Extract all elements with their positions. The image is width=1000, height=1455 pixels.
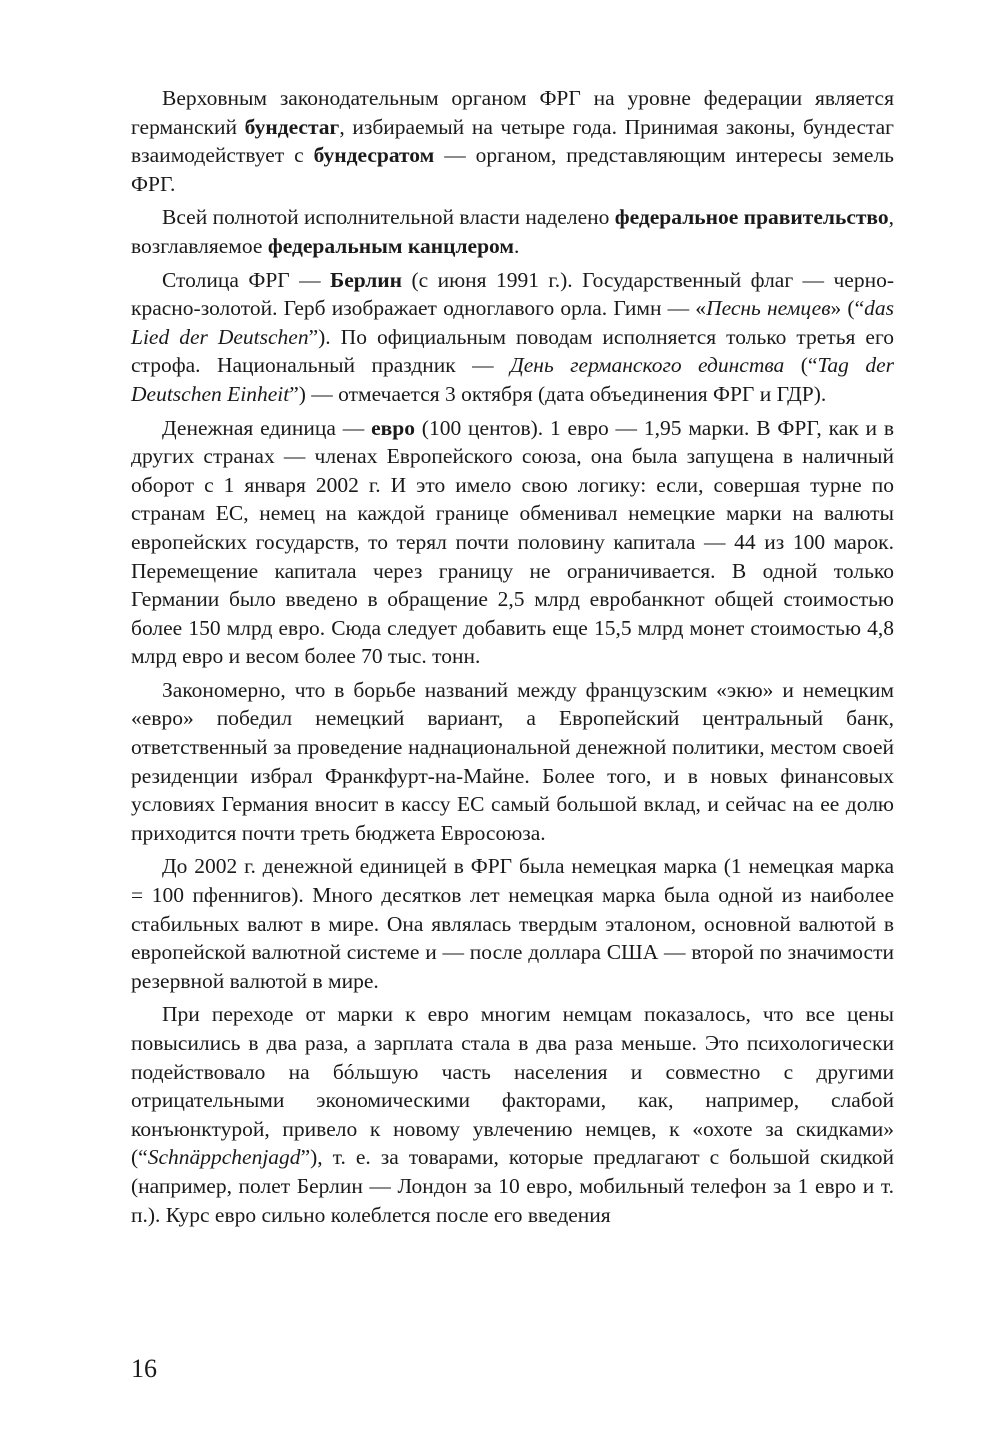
italic-term: Tag der Deutschen Einheit: [131, 353, 894, 406]
text-run: (с июня 1991 г.). Государственный флаг — черно-красно-золотой. Герб изображает одноглавого орла. Гимн — «: [131, 267, 894, 321]
paragraph-p5: [131, 676, 894, 848]
italic-term: Песнь немцев: [706, 296, 831, 321]
paragraph-p6: [131, 852, 894, 995]
bold-term: бундестаг: [244, 114, 340, 139]
text-run: Столица ФРГ —: [162, 267, 331, 292]
text-run: ”), т. е. за товарами, которые предлагают с большой скидкой (например, полет Берлин — Лондон за 10 евро, мобильный телефон за 1 евро и т. п.). Курс евро сильно колеблется после его введения: [131, 1145, 894, 1227]
text-run: , избираемый на четыре года. Принимая законы, бундестаг взаимодействует с: [131, 114, 895, 168]
text-run: .: [514, 233, 520, 258]
bold-term: федеральным канцлером: [267, 233, 515, 258]
text-run: » (“: [830, 296, 865, 321]
text-run: Всей полнотой исполнительной власти наделено: [162, 205, 615, 230]
text-run: Верховным законодательным органом ФРГ на уровне федерации является германский: [131, 86, 894, 139]
text-run: — органом, представляющим интересы земель ФРГ.: [131, 143, 894, 196]
paragraph-p3: [131, 266, 894, 409]
bold-term: бундесратом: [313, 143, 435, 168]
paragraph-p1: [131, 84, 894, 198]
page-number: 16: [131, 1354, 157, 1383]
bold-term: федеральное правительство: [614, 205, 889, 230]
text-run: ”). По официальным поводам исполняется только третья его строфа. Национальный праздник —: [131, 324, 894, 378]
paragraph-p2: [131, 203, 894, 260]
bold-term: евро: [371, 415, 415, 440]
italic-term: Schnäppchenjagd: [147, 1145, 301, 1170]
italic-term: День германского единства: [510, 353, 785, 378]
bold-term: Берлин: [330, 267, 403, 292]
text-run: До 2002 г. денежной единицей в ФРГ была немецкая марка (1 немецкая марка = 100 пфеннигов). Много десятков лет немецкая марка была одной из наиболее стабильных валют в мире. Она являлась твердым эталоном, основной валютой в европейской валютной системе и — после доллара США — второй по значимости резервной валютой в мире.: [131, 854, 894, 993]
text-run: (100 центов). 1 евро — 1,95 марки. В ФРГ, как и в других странах — членах Европейского союза, она была запущена в наличный оборот с 1 января 2002 г. И это имело свою логику: если, совершая турне по странам ЕС, немец на каждой границе обменивал немецкие марки на валюты европейских государств, то терял почти половину капитала — 44 из 100 марок. Перемещение капитала через границу не ограничивается. В одной только Германии было введено в обращение 2,5 млрд евробанкнот общей стоимостью более 150 млрд евро. Сюда следует добавить еще 15,5 млрд монет стоимостью 4,8 млрд евро и весом более 70 тыс. тонн.: [131, 415, 895, 669]
paragraph-p4: [131, 414, 894, 671]
text-run: ”) — отмечается 3 октября (дата объединения ФРГ и ГДР).: [289, 381, 827, 406]
body-text: [131, 84, 894, 1229]
italic-term: das Lied der Deutschen: [131, 296, 894, 349]
text-run: Денежная единица —: [162, 415, 372, 440]
text-run: При переходе от марки к евро многим немцам показалось, что все цены повысились в два раза, а зарплата стала в два раза меньше. Это психологически подействовало на бóльшую часть населения и совместно с другими отрицательными экономическими факторами, как, например, слабой конъюнктурой, привело к новому увлечению немцев, к «охоте за скидками» (“: [131, 1002, 894, 1170]
paragraph-p7: [131, 1000, 894, 1229]
text-run: (“: [784, 353, 818, 378]
text-run: , возглавляемое: [131, 205, 895, 258]
text-run: Закономерно, что в борьбе названий между французским «экю» и немецким «евро» победил немецкий вариант, а Европейский центральный банк, ответственный за проведение наднациональной денежной политики, местом своей резиденции избрал Франкфурт-на-Майне. Более того, и в новых финансовых условиях Германия вносит в кассу ЕС самый большой вклад, и сейчас на ее долю приходится почти треть бюджета Евросоюза.: [131, 677, 894, 845]
